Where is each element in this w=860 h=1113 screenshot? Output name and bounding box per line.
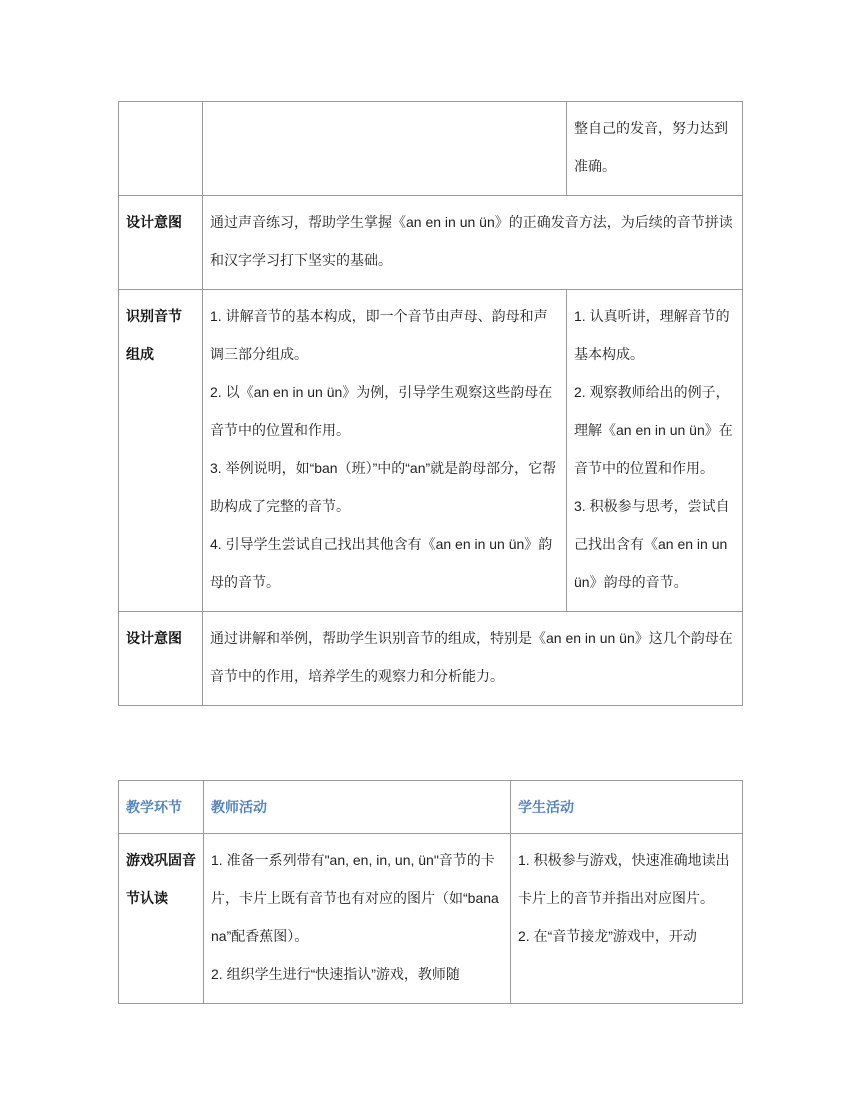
teacher-activity-cell: [203, 102, 567, 196]
teacher-step: 2. 以《an en in un ün》为例，引导学生观察这些韵母在音节中的位置和作用。: [210, 384, 553, 438]
student-activity-cell: [567, 290, 743, 612]
student-activity-cell: [511, 834, 743, 1004]
design-intent-text: 通过声音练习，帮助学生掌握《an en in un ün》的正确发音方法，为后续的音节拼读和汉字学习打下坚实的基础。: [203, 196, 743, 290]
student-activity-cell: [567, 102, 743, 196]
teacher-step: 3. 举例说明，如“ban（班）”中的“an”就是韵母部分，它帮助构成了完整的音节。: [210, 460, 557, 514]
header-row: [119, 781, 743, 834]
header-student-activity: 学生活动: [511, 781, 743, 834]
student-step: 2. 在“音节接龙”游戏中，开动: [518, 928, 697, 944]
design-intent-row: [119, 612, 743, 706]
teacher-activity-cell: [204, 834, 511, 1004]
student-step: 1. 认真听讲，理解音节的基本构成。: [574, 308, 730, 362]
header-stage: 教学环节: [119, 781, 204, 834]
game-review-label: 游戏巩固音节认读: [119, 834, 204, 1004]
student-activity-line: 整自己的发音，努力达到准确。: [574, 120, 728, 174]
teacher-step: 1. 准备一系列带有"an, en, in, un, ün"音节的卡片，卡片上既有音节也有对应的图片（如“banana”配香蕉图）。: [211, 852, 499, 944]
teacher-activity-cell: [203, 290, 567, 612]
lesson-plan-table-2: [118, 780, 743, 1004]
continuation-row: [119, 102, 743, 196]
game-review-row: [119, 834, 743, 1004]
teacher-step: 4. 引导学生尝试自己找出其他含有《an en in un ün》韵母的音节。: [210, 536, 553, 590]
identify-syllable-label: 识别音节组成: [119, 290, 203, 612]
identify-syllable-row: [119, 290, 743, 612]
student-step: 2. 观察教师给出的例子，理解《an en in un ün》在音节中的位置和作用。: [574, 384, 733, 476]
lesson-plan-table-1: [118, 101, 743, 706]
teacher-step: 2. 组织学生进行“快速指认”游戏，教师随: [211, 966, 460, 982]
stage-cell: [119, 102, 203, 196]
teacher-step: 1. 讲解音节的基本构成，即一个音节由声母、韵母和声调三部分组成。: [210, 308, 548, 362]
design-intent-label: 设计意图: [119, 612, 203, 706]
student-step: 3. 积极参与思考，尝试自己找出含有《an en in un ün》韵母的音节。: [574, 498, 730, 590]
design-intent-row: [119, 196, 743, 290]
design-intent-label: 设计意图: [119, 196, 203, 290]
student-step: 1. 积极参与游戏，快速准确地读出卡片上的音节并指出对应图片。: [518, 852, 730, 906]
header-teacher-activity: 教师活动: [204, 781, 511, 834]
design-intent-text: 通过讲解和举例，帮助学生识别音节的组成，特别是《an en in un ün》这几个韵母在音节中的作用，培养学生的观察力和分析能力。: [203, 612, 743, 706]
